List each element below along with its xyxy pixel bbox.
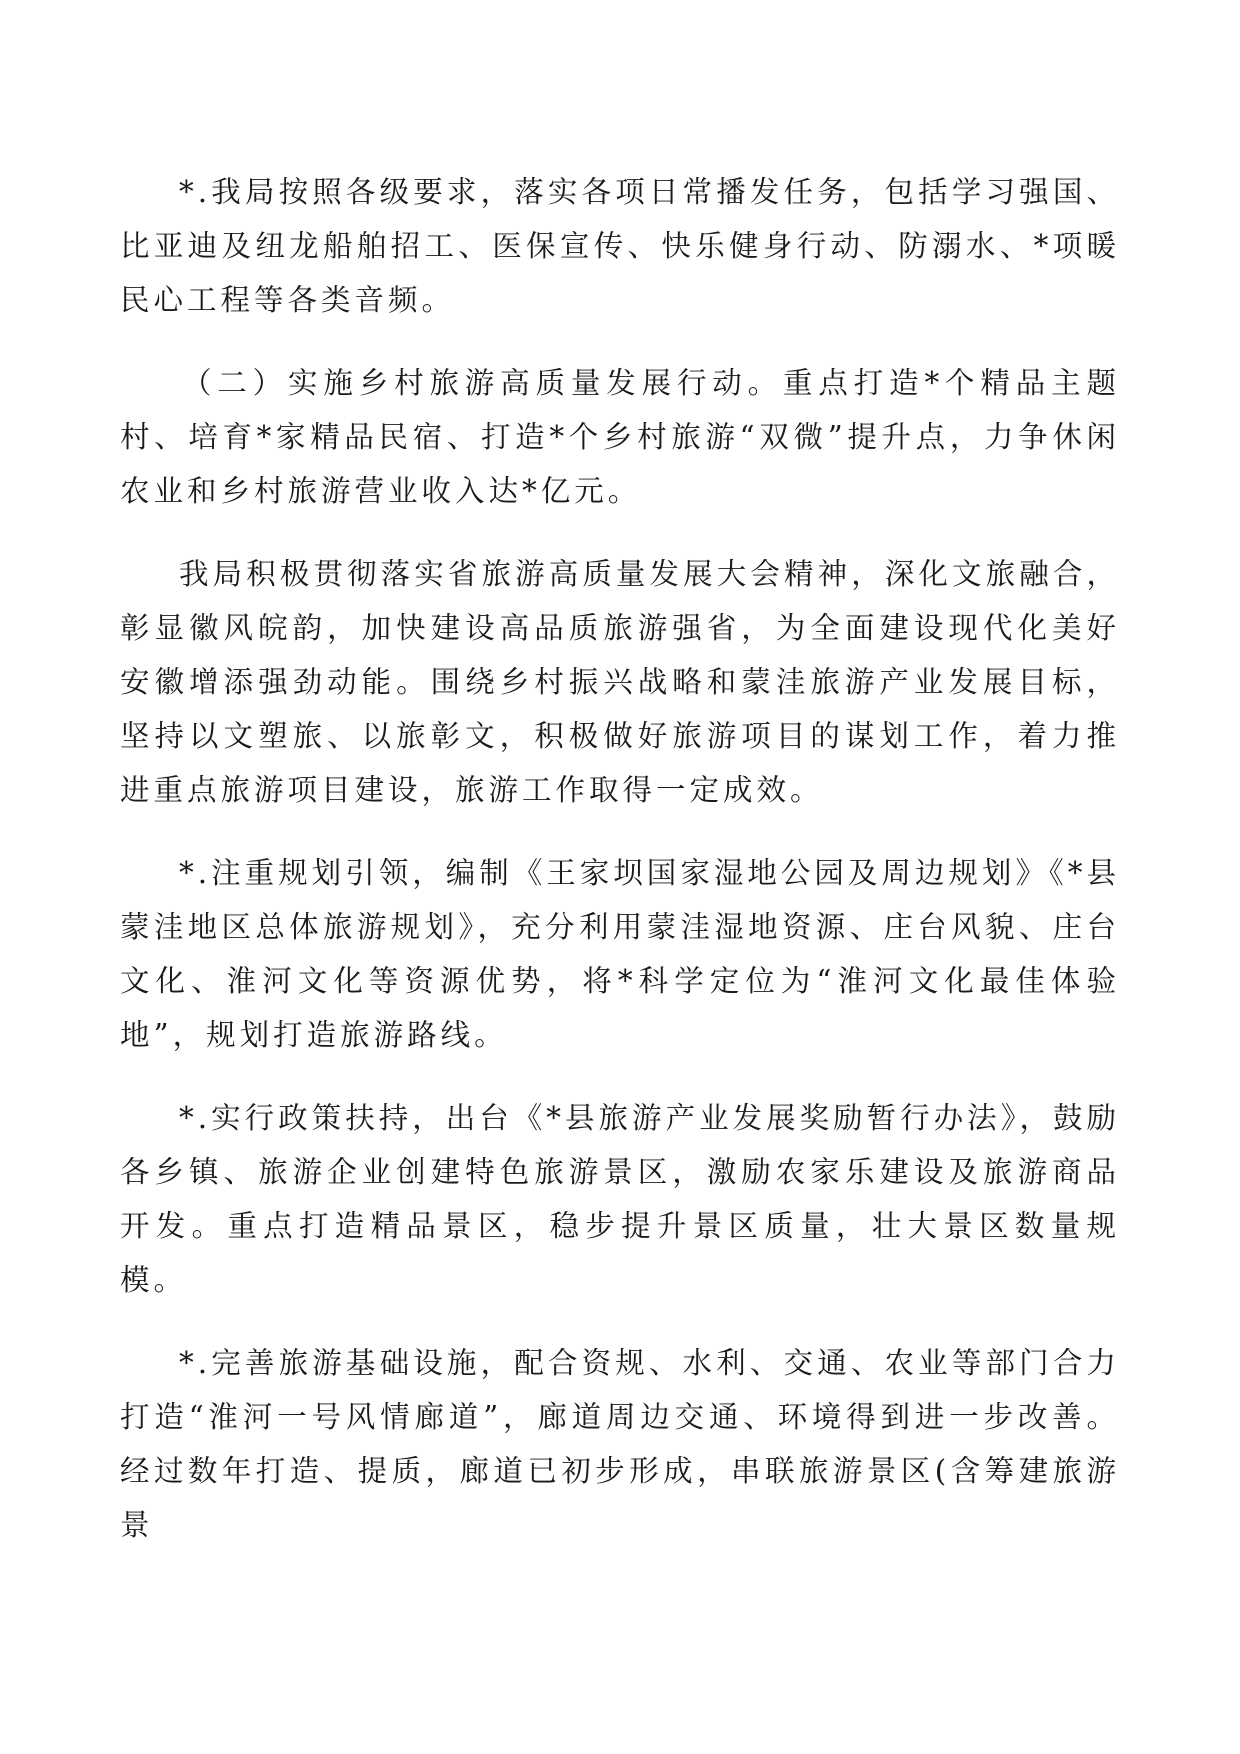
paragraph-tourism-overview: 我局积极贯彻落实省旅游高质量发展大会精神，深化文旅融合，彰显徽风皖韵，加快建设高品质旅游强省，为全面建设现代化美好安徽增添强劲动能。围绕乡村振兴战略和蒙洼旅游产业发展目标，坚持以文塑旅、以旅彰文，积极做好旅游项目的谋划工作，着力推进重点旅游项目建设，旅游工作取得一定成效。 [120, 557, 1120, 807]
document-body [120, 165, 1120, 1581]
paragraph-broadcast-tasks: *.我局按照各级要求，落实各项日常播发任务，包括学习强国、比亚迪及纽龙船舶招工、医保宣传、快乐健身行动、防溺水、*项暖民心工程等各类音频。 [120, 175, 1120, 317]
paragraph-policy-support: *.实行政策扶持，出台《*县旅游产业发展奖励暂行办法》，鼓励各乡镇、旅游企业创建特色旅游景区，激励农家乐建设及旅游商品开发。重点打造精品景区，稳步提升景区质量，壮大景区数量规模。 [120, 1101, 1120, 1297]
paragraph-planning-guidance: *.注重规划引领，编制《王家坝国家湿地公园及周边规划》《*县蒙洼地区总体旅游规划》，充分利用蒙洼湿地资源、庄台风貌、庄台文化、淮河文化等资源优势，将*科学定位为“淮河文化最佳体验地”，规划打造旅游路线。 [120, 856, 1120, 1052]
section-heading-rural-tourism: （二）实施乡村旅游高质量发展行动。重点打造*个精品主题村、培育*家精品民宿、打造*个乡村旅游“双微”提升点，力争休闲农业和乡村旅游营业收入达*亿元。 [120, 366, 1120, 508]
paragraph-infrastructure: *.完善旅游基础设施，配合资规、水利、交通、农业等部门合力打造“淮河一号风情廊道”，廊道周边交通、环境得到进一步改善。经过数年打造、提质，廊道已初步形成，串联旅游景区(含筹建旅游景 [120, 1346, 1120, 1542]
